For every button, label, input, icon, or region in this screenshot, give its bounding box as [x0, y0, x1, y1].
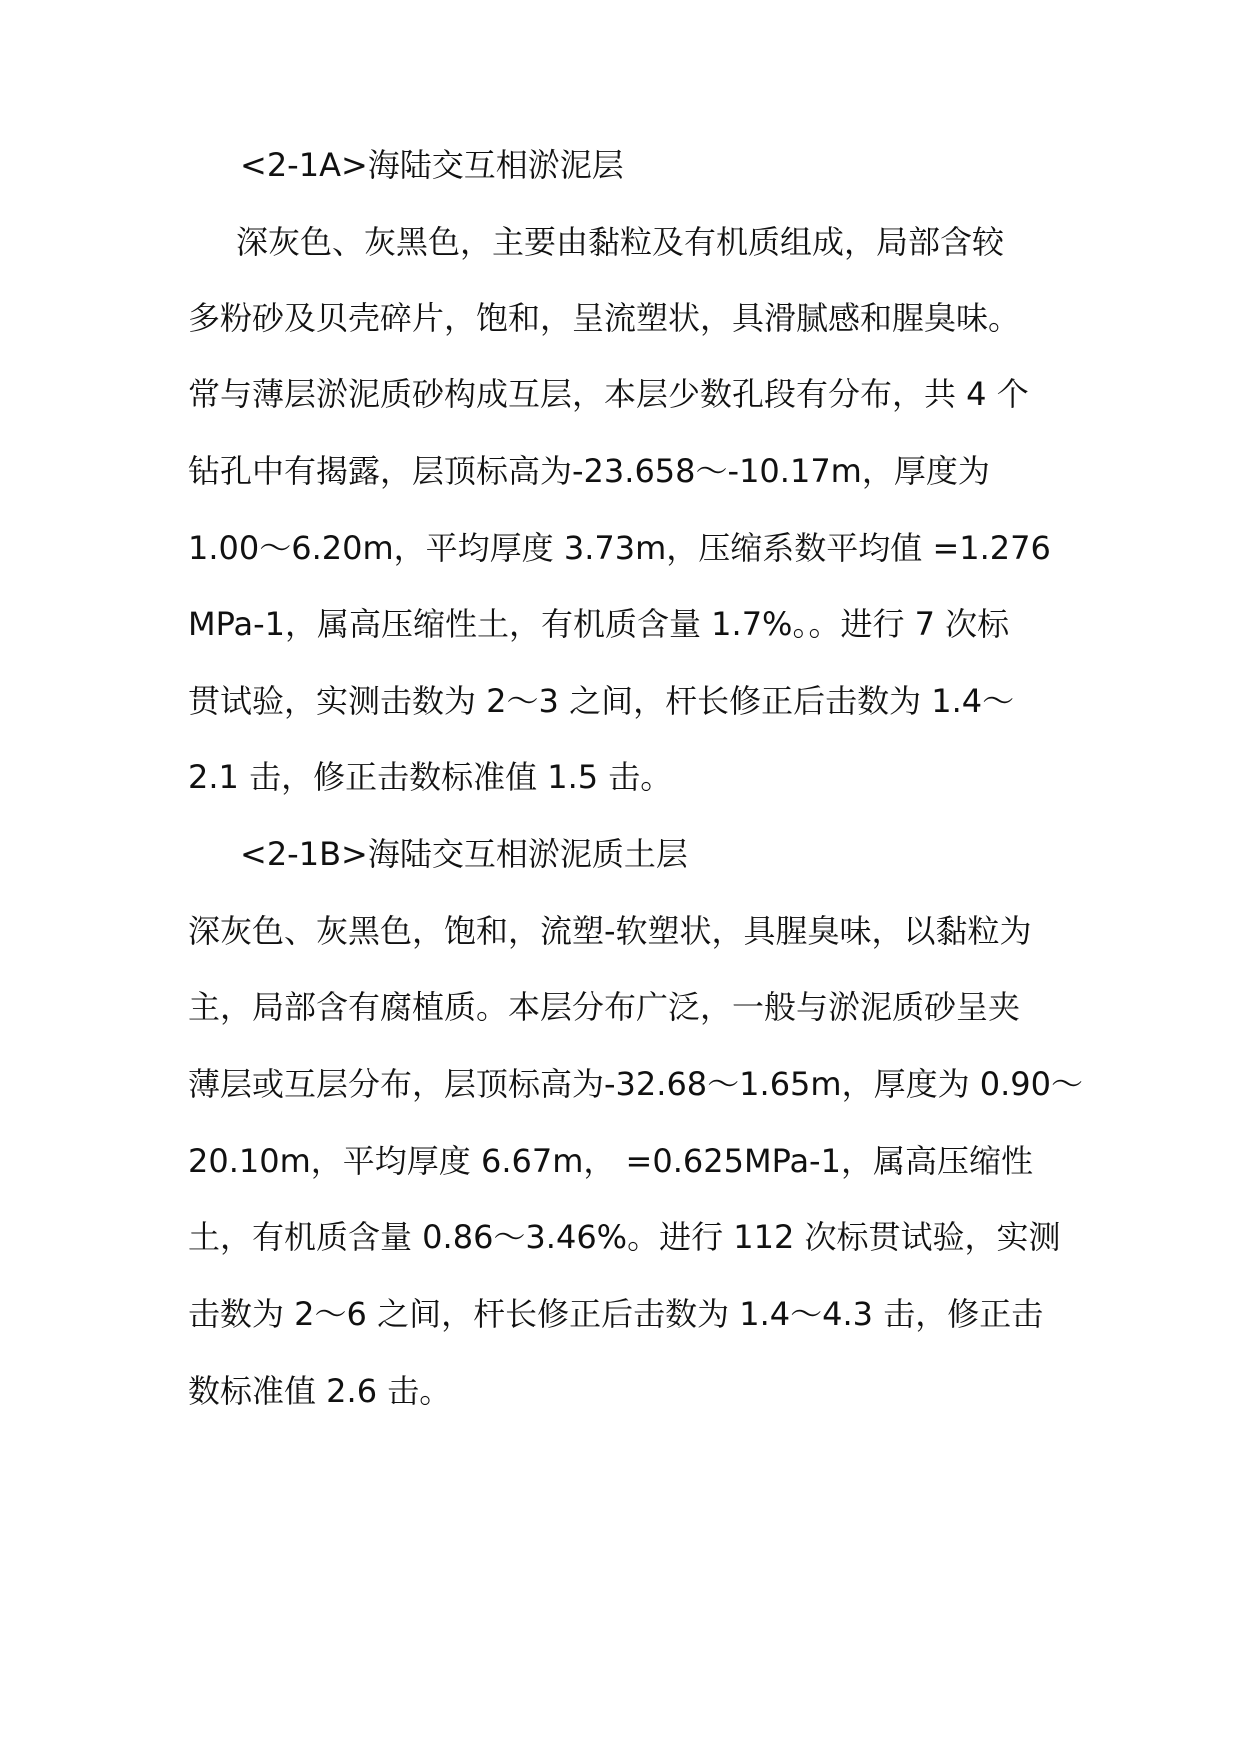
paragraph-line: 钻孔中有揭露，层顶标高为-23.658～-10.17m，厚度为 — [188, 452, 990, 490]
section-heading-2-1a: <2-1A>海陆交互相淤泥层 — [240, 146, 624, 184]
paragraph-line: 主，局部含有腐植质。本层分布广泛，一般与淤泥质砂呈夹 — [188, 988, 1021, 1026]
paragraph-line: 薄层或互层分布，层顶标高为-32.68～1.65m，厚度为 0.90～ — [188, 1065, 1084, 1103]
paragraph-line: 击数为 2～6 之间，杆长修正后击数为 1.4～4.3 击，修正击 — [188, 1295, 1044, 1333]
paragraph-line: 常与薄层淤泥质砂构成互层，本层少数孔段有分布，共 4 个 — [188, 375, 1029, 413]
paragraph-line: 土，有机质含量 0.86～3.46%。进行 112 次标贯试验，实测 — [188, 1218, 1061, 1256]
section-heading-2-1b: <2-1B>海陆交互相淤泥质土层 — [240, 835, 688, 873]
paragraph-line: 多粉砂及贝壳碎片，饱和，呈流塑状，具滑腻感和腥臭味。 — [188, 299, 1021, 337]
paragraph-line: 贯试验，实测击数为 2～3 之间，杆长修正后击数为 1.4～ — [188, 682, 1015, 720]
paragraph-line: 2.1 击，修正击数标准值 1.5 击。 — [188, 758, 673, 796]
paragraph-line: 1.00～6.20m，平均厚度 3.73m，压缩系数平均值 =1.276 — [188, 529, 1051, 567]
paragraph-line: 数标准值 2.6 击。 — [188, 1372, 452, 1410]
paragraph-line: 深灰色、灰黑色，饱和，流塑-软塑状，具腥臭味，以黏粒为 — [188, 912, 1032, 950]
paragraph-line: MPa-1，属高压缩性土，有机质含量 1.7%。。进行 7 次标 — [188, 605, 1010, 643]
paragraph-line: 深灰色、灰黑色，主要由黏粒及有机质组成，局部含较 — [236, 223, 1005, 261]
paragraph-line: 20.10m，平均厚度 6.67m， =0.625MPa-1，属高压缩性 — [188, 1142, 1033, 1180]
